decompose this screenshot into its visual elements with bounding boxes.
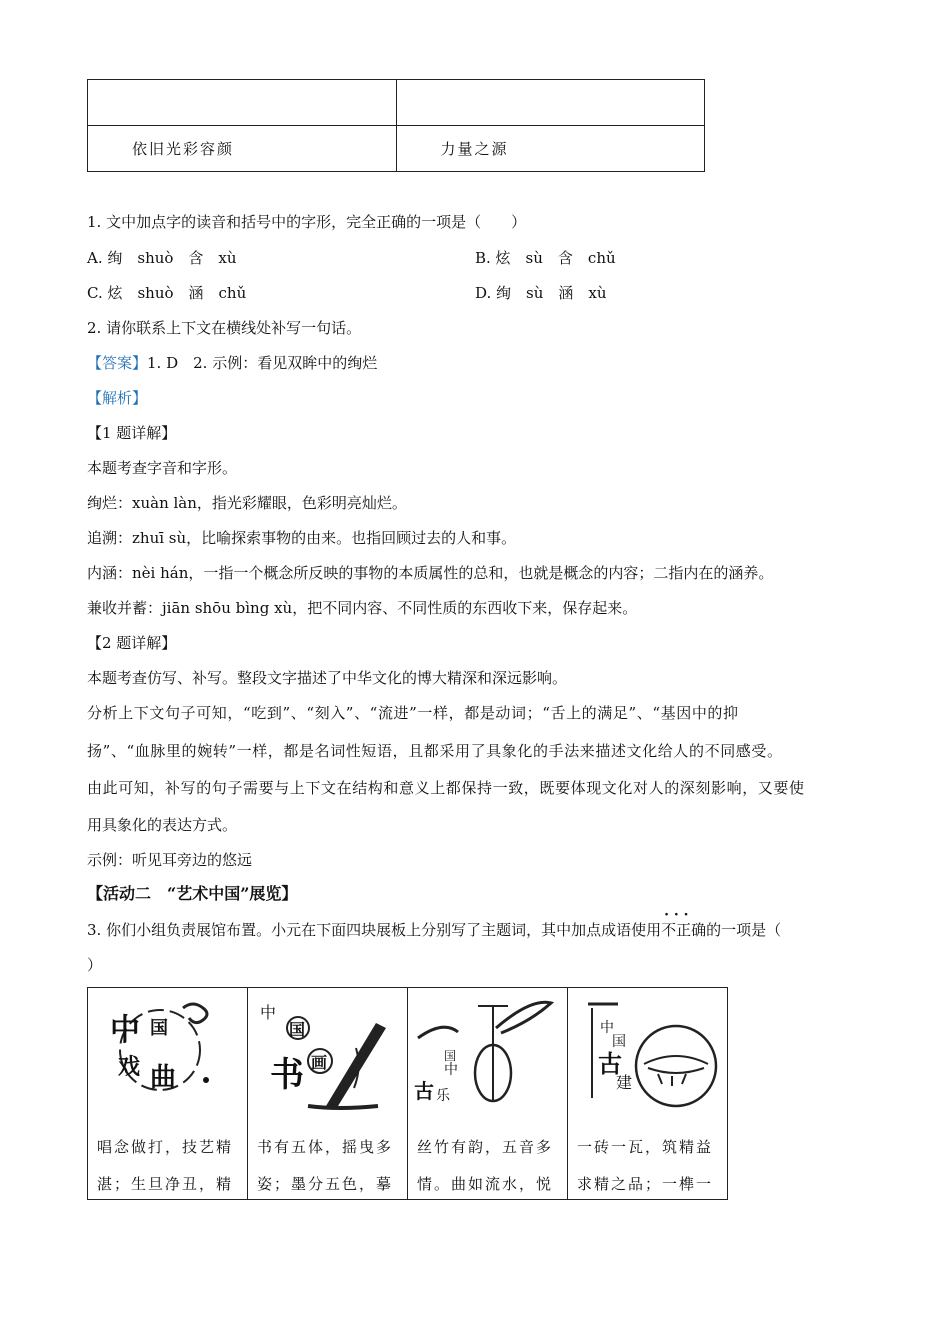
panel-glyph: 中 — [110, 1013, 140, 1048]
panel-glyph: 国 — [289, 1020, 306, 1039]
panel-glyph: 画 — [311, 1053, 328, 1072]
q1-detail-line: 追溯：zhuī sù，比喻探索事物的由来。也指回顾过去的人和事。 — [87, 529, 517, 547]
q3-stem — [87, 920, 781, 940]
q2-detail-line: 由此可知，补写的句子需要与上下文在结构和意义上都保持一致，既要体现文化对人的深刻影响，又要使 — [87, 779, 805, 797]
panel-music[interactable] — [408, 988, 568, 1200]
panel-glyph: 国 — [612, 1034, 626, 1050]
answer-line — [87, 353, 377, 373]
table-row — [88, 126, 705, 172]
panel-text — [88, 1125, 247, 1199]
panel-glyph: 古 — [598, 1049, 622, 1078]
q1-detail-heading: 【1 题详解】 — [87, 424, 177, 442]
q1-stem: 1. 文中加点字的读音和括号中的字形，完全正确的一项是（ ） — [87, 213, 527, 231]
panel-text-line: 丝竹有韵，五音多 — [417, 1138, 554, 1156]
q2-detail-line: 分析上下文句子可知，“吃到”、“刻入”、“流进”一样，都是动词；“舌上的满足”、“基因中的抑 — [87, 704, 739, 722]
panel-text — [408, 1125, 567, 1199]
table-cell — [88, 80, 397, 126]
panel-glyph: 中 — [444, 1062, 458, 1078]
panel-text — [248, 1125, 407, 1199]
architecture-icon — [568, 988, 727, 1125]
q3-stem-line2: ） — [87, 956, 103, 974]
panel-calligraphy[interactable] — [248, 988, 408, 1200]
table-row — [88, 988, 728, 1200]
analysis-tag: 【解析】 — [87, 389, 148, 407]
panel-text-line: 书有五体，摇曳多 — [257, 1138, 394, 1156]
q1-option-c[interactable]: C. 炫 shuò 涵 chǔ — [87, 284, 247, 302]
q1-detail-line: 兼收并蓄：jiān shōu bìng xù，把不同内容、不同性质的东西收下来，保存起来。 — [87, 599, 638, 617]
panel-glyph: 中 — [260, 1003, 277, 1022]
panel-text-line: 唱念做打，技艺精 — [97, 1138, 234, 1156]
panel-glyph: 曲 — [150, 1063, 177, 1093]
activity2-title: 【活动二 “艺术中国”展览】 — [87, 884, 298, 903]
q1-option-d[interactable]: D. 绚 sù 涵 xù — [475, 284, 607, 302]
top-table — [87, 79, 705, 172]
q2-detail-line: 本题考查仿写、补写。整段文字描述了中华文化的博大精深和深远影响。 — [87, 669, 568, 687]
panel-text — [568, 1125, 727, 1199]
panel-text-line: 情。曲如流水，悦 — [417, 1175, 554, 1193]
table-cell — [396, 80, 705, 126]
table-cell: 力量之源 — [396, 126, 705, 172]
q1-detail-line: 内涵：nèi hán，一指一个概念所反映的事物的本质属性的总和，也就是概念的内容；二指内在的涵养。 — [87, 564, 774, 582]
q2-detail-line: 示例：听见耳旁边的悠远 — [87, 851, 253, 869]
panel-text-line: 姿；墨分五色，摹 — [257, 1175, 394, 1193]
q2-detail-line: 扬”、“血脉里的婉转”一样，都是名词性短语，且都采用了具象化的手法来描述文化给人的不同感受。 — [87, 742, 783, 760]
table-cell: 依旧光彩容颜 — [88, 126, 397, 172]
panel-glyph: 国 — [444, 1049, 457, 1063]
q2-stem: 2. 请你联系上下文在横线处补写一句话。 — [87, 319, 362, 337]
panel-glyph: 建 — [616, 1073, 633, 1092]
q1-option-a[interactable]: A. 绚 shuò 含 xù — [87, 249, 237, 267]
q3-stem-emphasis: · · · 不正确 — [661, 920, 706, 940]
panel-glyph: 乐 — [436, 1088, 450, 1104]
table-row — [88, 80, 705, 126]
panel-glyph: 书 — [270, 1055, 304, 1095]
q1-option-b[interactable]: B. 炫 sù 含 chǔ — [475, 249, 616, 267]
panel-text-line: 一砖一瓦，筑精益 — [577, 1138, 714, 1156]
answer-tag: 【答案】 — [87, 354, 148, 372]
music-icon — [408, 988, 567, 1125]
q3-stem-part1: 3. 你们小组负责展馆布置。小元在下面四块展板上分别写了主题词，其中加点成语使用 — [87, 921, 662, 939]
q1-detail-line: 本题考查字音和字形。 — [87, 459, 238, 477]
q2-detail-heading: 【2 题详解】 — [87, 634, 177, 652]
panel-glyph: 戏 — [118, 1054, 141, 1080]
q1-detail-line: 绚烂：xuàn làn，指光彩耀眼，色彩明亮灿烂。 — [87, 494, 407, 512]
q2-detail-line: 用具象化的表达方式。 — [87, 816, 238, 834]
panel-glyph: 古 — [414, 1079, 434, 1103]
answer-text: 1. D 2. 示例：看见双眸中的绚烂 — [147, 354, 378, 372]
panel-text-line: 求精之品；一榫一 — [577, 1175, 714, 1193]
exhibition-panels — [87, 987, 728, 1200]
opera-icon — [88, 988, 247, 1125]
calligraphy-icon — [248, 988, 407, 1125]
panel-text-line: 湛；生旦净丑，精 — [97, 1175, 234, 1193]
panel-glyph: 中 — [600, 1020, 614, 1036]
q3-stem-part2: 的一项是（ — [706, 921, 782, 939]
panel-opera[interactable] — [88, 988, 248, 1200]
panel-architecture[interactable] — [568, 988, 728, 1200]
panel-glyph: 国 — [150, 1018, 168, 1039]
